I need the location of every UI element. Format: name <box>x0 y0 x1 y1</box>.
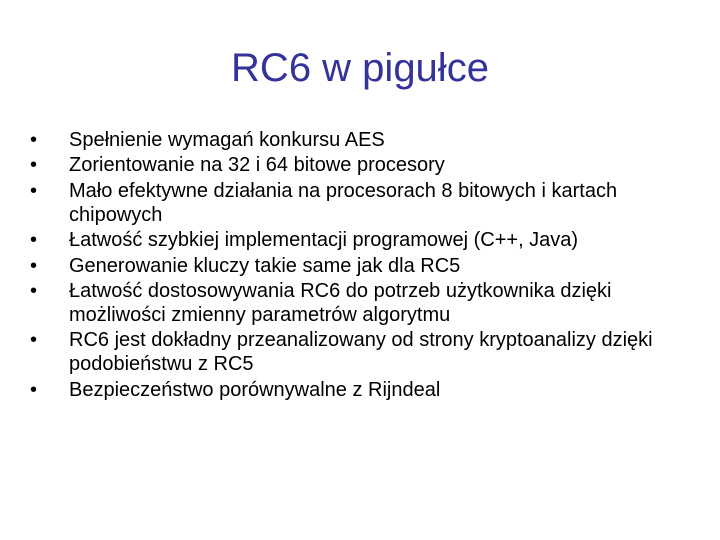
list-item-text: Generowanie kluczy takie same jak dla RC5 <box>69 254 461 277</box>
list-item <box>30 279 680 327</box>
list-item <box>30 153 680 177</box>
bullet-icon: • <box>30 279 38 302</box>
list-item-text: Bezpieczeństwo porównywalne z Rijndeal <box>69 378 441 401</box>
bullet-icon: • <box>30 254 38 277</box>
bullet-icon: • <box>30 154 38 177</box>
bullet-icon: • <box>30 179 38 202</box>
list-item-text: Łatwość szybkiej implementacji programowej (C++, Java) <box>69 229 579 252</box>
list-item-text: Łatwość dostosowywania RC6 do potrzeb użytkownika dzięki możliwości zmienny parametrów algorytmu <box>69 279 612 326</box>
bullet-icon: • <box>30 378 38 401</box>
list-item-text: Zorientowanie na 32 i 64 bitowe procesory <box>69 154 445 177</box>
list-item <box>30 228 680 252</box>
list-item <box>30 128 680 152</box>
bullet-icon: • <box>30 129 38 151</box>
list-item <box>30 378 680 402</box>
bullet-icon: • <box>30 329 38 352</box>
bullet-list <box>30 128 680 403</box>
list-item-text: RC6 jest dokładny przeanalizowany od strony kryptoanalizy dzięki podobieństwu z RC5 <box>69 329 653 376</box>
list-item-text: Spełnienie wymagań konkursu AES <box>69 129 385 151</box>
list-item <box>30 179 680 227</box>
slide-title: RC6 w pigułce <box>231 46 489 90</box>
list-item <box>30 254 680 278</box>
list-item <box>30 328 680 376</box>
bullet-icon: • <box>30 229 38 252</box>
list-item-text: Mało efektywne działania na procesorach 8 bitowych i kartach chipowych <box>69 179 618 226</box>
